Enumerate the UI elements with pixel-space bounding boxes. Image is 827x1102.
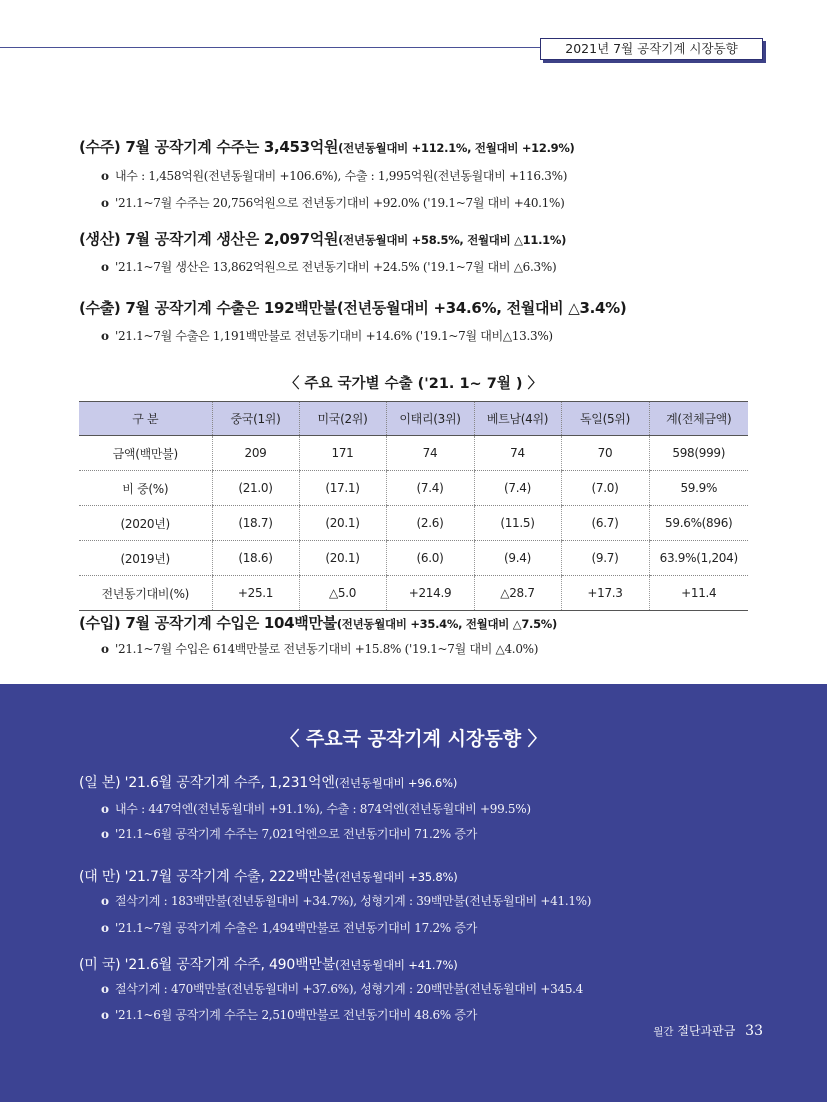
table-cell: (6.7) bbox=[561, 506, 649, 541]
taiwan-bullet-1: o 절삭기계 : 183백만불(전년동월대비 +34.7%), 성형기계 : 39백만불(전년동월대비 +41.1%) bbox=[101, 894, 592, 908]
exports-heading bbox=[79, 297, 759, 318]
japan-bullet-2: o '21.1~6월 공작기계 수주는 7,021억엔으로 전년동기대비 71.2% 증가 bbox=[101, 827, 478, 841]
exports-bullet-1: o '21.1~7월 수출은 1,191백만불로 전년동기대비 +14.6% ('19.1~7월 대비△13.3%) bbox=[101, 329, 553, 343]
table-row bbox=[79, 506, 748, 541]
table-cell: 63.9%(1,204) bbox=[649, 541, 748, 576]
table-header-cell: 독일(5위) bbox=[561, 402, 649, 436]
table-cell: 74 bbox=[386, 436, 474, 471]
orders-heading bbox=[79, 136, 759, 157]
orders-bullet-2: o '21.1~7월 수주는 20,756억원으로 전년동기대비 +92.0% ('19.1~7월 대비 +40.1%) bbox=[101, 196, 565, 210]
table-cell: 74 bbox=[474, 436, 561, 471]
market-trends-panel bbox=[0, 684, 827, 1102]
table-cell: 비 중(%) bbox=[79, 471, 212, 506]
usa-heading: (미 국) '21.6월 공작기계 수주, 490백만불(전년동월대비 +41.7%) bbox=[79, 957, 458, 973]
page-number: 33 bbox=[745, 1023, 763, 1039]
page-footer bbox=[653, 1022, 763, 1039]
table-header-cell: 베트남(4위) bbox=[474, 402, 561, 436]
table-cell: △28.7 bbox=[474, 576, 561, 611]
table-row bbox=[79, 436, 748, 471]
bullet-marker: o bbox=[101, 642, 109, 656]
table-cell: (18.6) bbox=[212, 541, 299, 576]
table-cell: (2019년) bbox=[79, 541, 212, 576]
production-bullet-1: o '21.1~7월 생산은 13,862억원으로 전년동기대비 +24.5% ('19.1~7월 대비 △6.3%) bbox=[101, 260, 557, 274]
table-cell: 70 bbox=[561, 436, 649, 471]
running-header: 2021년 7월 공작기계 시장동향 bbox=[540, 38, 763, 60]
table-cell: +214.9 bbox=[386, 576, 474, 611]
production-heading-note: (전년동월대비 +58.5%, 전월대비 △11.1%) bbox=[338, 233, 567, 247]
table-cell: (20.1) bbox=[299, 506, 386, 541]
usa-bullet-2: o '21.1~6월 공작기계 수주는 2,510백만불로 전년동기대비 48.6% 증가 bbox=[101, 1008, 478, 1022]
market-trends-title: 〈 주요국 공작기계 시장동향 〉 bbox=[280, 728, 547, 750]
table-header-row bbox=[79, 402, 748, 436]
export-by-country-table bbox=[79, 401, 748, 611]
table-title: 〈 주요 국가별 수출 ('21. 1~ 7월 ) 〉 bbox=[284, 376, 543, 392]
table-cell: (21.0) bbox=[212, 471, 299, 506]
production-heading bbox=[79, 228, 759, 249]
table-cell: 금액(백만불) bbox=[79, 436, 212, 471]
table-cell: (9.7) bbox=[561, 541, 649, 576]
table-cell: 59.6%(896) bbox=[649, 506, 748, 541]
taiwan-bullet-2: o '21.1~7월 공작기계 수출은 1,494백만불로 전년동기대비 17.2% 증가 bbox=[101, 921, 478, 935]
bullet-marker: o bbox=[101, 196, 109, 210]
japan-heading: (일 본) '21.6월 공작기계 수주, 1,231억엔(전년동월대비 +96.6%) bbox=[79, 775, 458, 791]
table-row bbox=[79, 541, 748, 576]
orders-heading-note: (전년동월대비 +112.1%, 전월대비 +12.9%) bbox=[338, 141, 575, 155]
bullet-marker: o bbox=[101, 827, 109, 841]
table-cell: +25.1 bbox=[212, 576, 299, 611]
table-cell: (18.7) bbox=[212, 506, 299, 541]
bullet-marker: o bbox=[101, 894, 109, 908]
bullet-marker: o bbox=[101, 260, 109, 274]
table-cell: 598(999) bbox=[649, 436, 748, 471]
table-cell: 209 bbox=[212, 436, 299, 471]
table-row bbox=[79, 471, 748, 506]
table-header-cell: 미국(2위) bbox=[299, 402, 386, 436]
bullet-marker: o bbox=[101, 329, 109, 343]
table-cell: +11.4 bbox=[649, 576, 748, 611]
imports-bullet-1: o '21.1~7월 수입은 614백만불로 전년동기대비 +15.8% ('19.1~7월 대비 △4.0%) bbox=[101, 642, 539, 656]
table-header-cell: 이태리(3위) bbox=[386, 402, 474, 436]
orders-bullet-1: o 내수 : 1,458억원(전년동월대비 +106.6%), 수출 : 1,995억원(전년동월대비 +116.3%) bbox=[101, 169, 568, 183]
taiwan-heading: (대 만) '21.7월 공작기계 수출, 222백만불(전년동월대비 +35.8%) bbox=[79, 869, 458, 885]
japan-bullet-1: o 내수 : 447억엔(전년동월대비 +91.1%), 수출 : 874억엔(전년동월대비 +99.5%) bbox=[101, 802, 531, 816]
table-cell: (2.6) bbox=[386, 506, 474, 541]
imports-heading bbox=[79, 612, 759, 633]
table-header-cell: 구 분 bbox=[79, 402, 212, 436]
table-cell: (7.0) bbox=[561, 471, 649, 506]
table-cell: (7.4) bbox=[386, 471, 474, 506]
magazine-prefix: 월간 bbox=[653, 1026, 674, 1038]
bullet-marker: o bbox=[101, 802, 109, 816]
table-cell: +17.3 bbox=[561, 576, 649, 611]
bullet-marker: o bbox=[101, 982, 109, 996]
table-cell: (6.0) bbox=[386, 541, 474, 576]
exports-heading-main: (수출) 7월 공작기계 수출은 192백만불(전년동월대비 +34.6%, 전월대비 △3.4%) bbox=[79, 299, 627, 317]
production-heading-main: (생산) 7월 공작기계 생산은 2,097억원 bbox=[79, 230, 339, 248]
table-cell: 전년동기대비(%) bbox=[79, 576, 212, 611]
table-cell: △5.0 bbox=[299, 576, 386, 611]
table-header-cell: 계(전체금액) bbox=[649, 402, 748, 436]
table-cell: (17.1) bbox=[299, 471, 386, 506]
imports-heading-note: (전년동월대비 +35.4%, 전월대비 △7.5%) bbox=[336, 617, 557, 631]
orders-heading-main: (수주) 7월 공작기계 수주는 3,453억원 bbox=[79, 138, 339, 156]
table-cell: 171 bbox=[299, 436, 386, 471]
imports-heading-main: (수입) 7월 공작기계 수입은 104백만불 bbox=[79, 614, 337, 632]
table-cell: (20.1) bbox=[299, 541, 386, 576]
table-row bbox=[79, 576, 748, 611]
usa-bullet-1: o 절삭기계 : 470백만불(전년동월대비 +37.6%), 성형기계 : 20백만불(전년동월대비 +345.4 bbox=[101, 982, 583, 996]
table-header-cell: 중국(1위) bbox=[212, 402, 299, 436]
table-cell: (11.5) bbox=[474, 506, 561, 541]
magazine-name: 절단과판금 bbox=[677, 1024, 736, 1038]
bullet-marker: o bbox=[101, 1008, 109, 1022]
header-rule bbox=[0, 47, 540, 48]
table-cell: (7.4) bbox=[474, 471, 561, 506]
table-cell: (9.4) bbox=[474, 541, 561, 576]
bullet-marker: o bbox=[101, 921, 109, 935]
table-cell: (2020년) bbox=[79, 506, 212, 541]
bullet-marker: o bbox=[101, 169, 109, 183]
table-cell: 59.9% bbox=[649, 471, 748, 506]
